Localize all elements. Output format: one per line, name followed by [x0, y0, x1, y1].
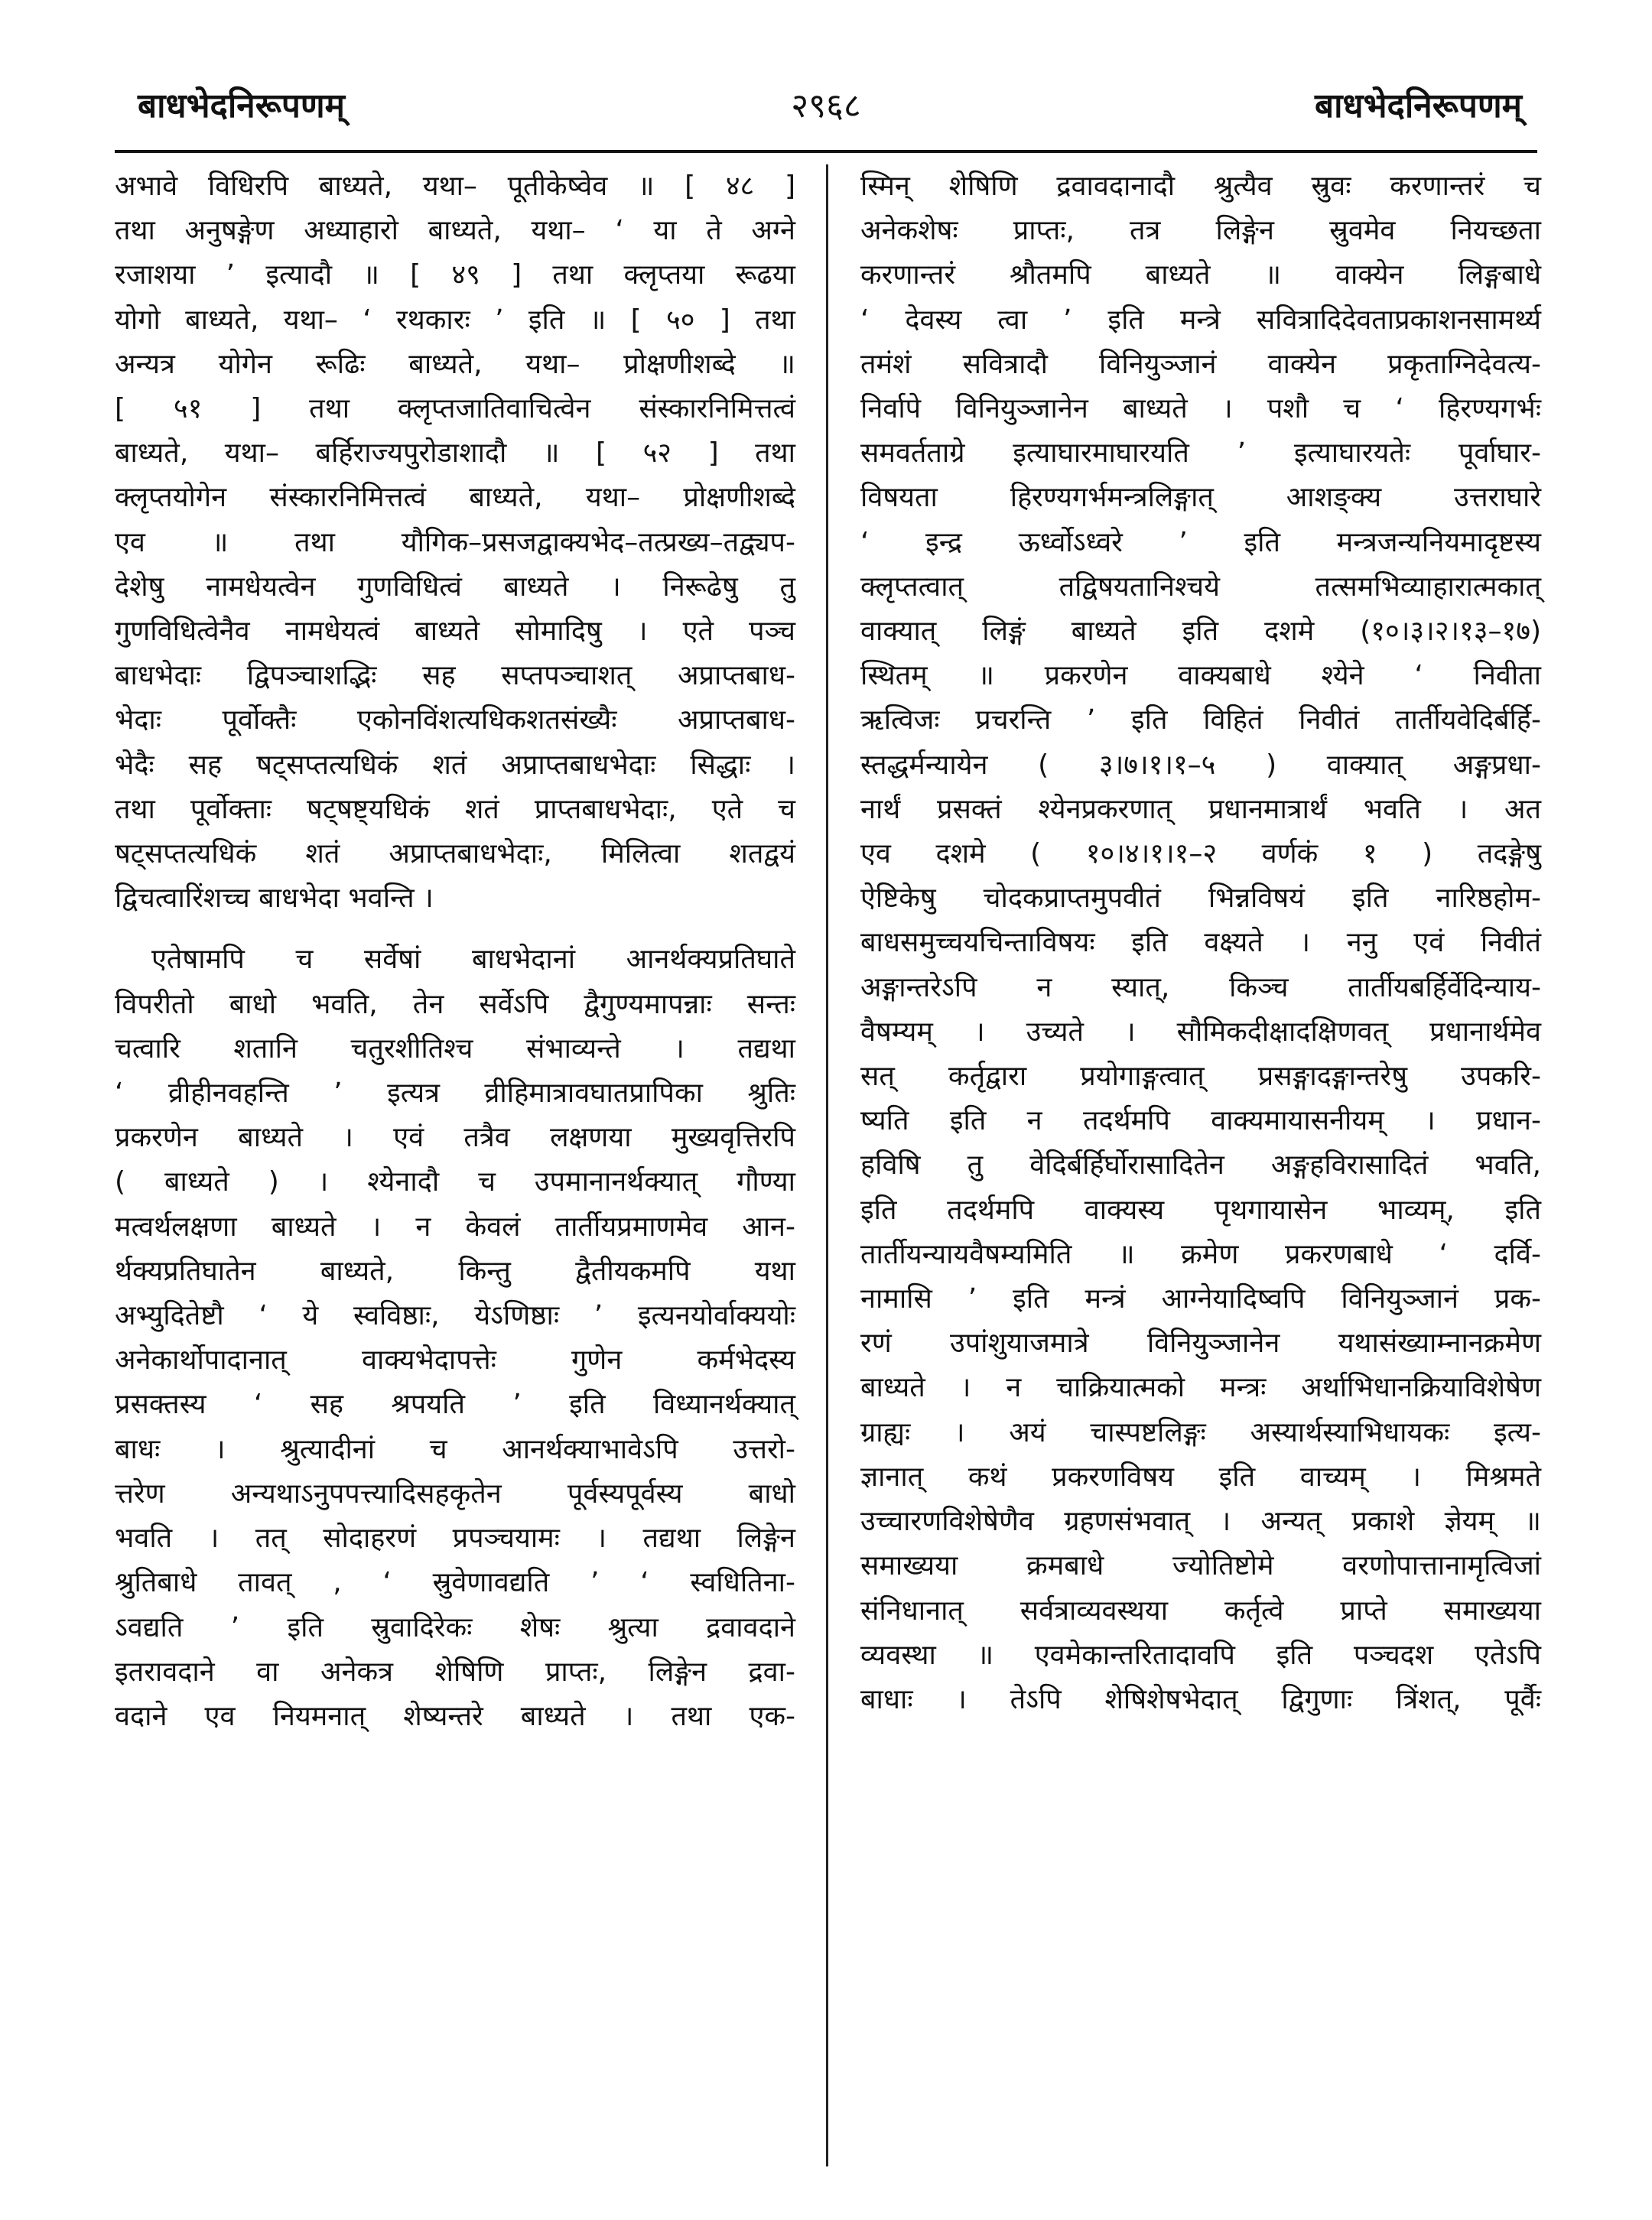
text-line: योगो बाध्यते, यथा– ‘ रथकारः ’ इति ॥ [ ५० ] तथा [115, 304, 795, 336]
text-line: भवति । तत् सोदाहरणं प्रपञ्चयामः । तद्यथा लिङ्गेन [115, 1523, 795, 1555]
text-line: षट्सप्तत्यधिकं शतं अप्राप्तबाधभेदाः, मिलित्वा शतद्वयं [115, 838, 795, 870]
text-line: बाधसमुच्चयचिन्ताविषयः इति वक्ष्यते । ननु एवं निवीतं [860, 927, 1541, 959]
text-line: समाख्यया क्रमबाधे ज्योतिष्टोमे वरणोपात्तानामृत्विजां [860, 1550, 1541, 1582]
text-line: ऋत्विजः प्रचरन्ति ’ इति विहितं निवीतं तार्तीयवेदिर्बर्हि- [860, 704, 1541, 736]
text-line: एव ॥ तथा यौगिक–प्रसजद्वाक्यभेद–तत्प्रख्य–तद्व्यप- [115, 526, 795, 558]
text-line: वैषम्यम् । उच्यते । सौमिकदीक्षादक्षिणवत् प्रधानार्थमेव [860, 1016, 1541, 1048]
text-line: तार्तीयन्यायवैषम्यमिति ॥ क्रमेण प्रकरणबाधे ‘ दर्वि- [860, 1238, 1541, 1270]
text-line: इति तदर्थमपि वाक्यस्य पृथगायासेन भाव्यम्, इति [860, 1194, 1541, 1226]
text-line: ऐष्टिकेषु चोदकप्राप्तमुपवीतं भिन्नविषयं इति नारिष्ठहोम- [860, 882, 1541, 915]
text-line: ऽवद्यति ’ इति स्रुवादिरेकः शेषः श्रुत्या द्रवावदाने [115, 1611, 795, 1643]
text-line: वाक्यात् लिङ्गं बाध्यते इति दशमे (१०।३।२।१३–१७) [860, 616, 1541, 648]
text-line: अभ्युदितेष्टौ ‘ ये स्वविष्ठाः, येऽणिष्ठाः ’ इत्यनयोर्वाक्ययोः [115, 1300, 795, 1332]
text-line: रजाशया ’ इत्यादौ ॥ [ ४९ ] तथा क्लृप्तया रूढया [115, 259, 795, 291]
text-line: अनेकार्थोपादानात् वाक्यभेदापत्तेः गुणेन कर्मभेदस्य [115, 1344, 796, 1377]
text-line: प्रसक्तस्य ‘ सह श्रपयति ’ इति विध्यानर्थक्यात् [115, 1389, 795, 1421]
text-line: रणं उपांशुयाजमात्रे विनियुञ्जानेन यथासंख्याम्नानक्रमेण [860, 1328, 1541, 1360]
text-line: स्थितम् ॥ प्रकरणेन वाक्यबाधे श्येने ‘ निवीता [860, 660, 1541, 692]
text-line: अनेकशेषः प्राप्तः, तत्र लिङ्गेन स्रुवमेव नियच्छता [860, 215, 1541, 247]
text-line: तथा अनुषङ्गेण अध्याहारो बाध्यते, यथा– ‘ या ते अग्ने [115, 215, 795, 247]
left-column [115, 164, 795, 2174]
text-line: नामासि ’ इति मन्त्रं आग्नेयादिष्वपि विनियुञ्जानं प्रक- [860, 1283, 1541, 1315]
text-line: ‘ देवस्य त्वा ’ इति मन्त्रे सवित्रादिदेवताप्रकाशनसामर्थ्य [860, 304, 1541, 336]
text-line: अन्यत्र योगेन रूढिः बाध्यते, यथा– प्रोक्षणीशब्दे ॥ [115, 348, 795, 380]
text-line: एव दशमे ( १०।४।१।१–२ वर्णकं १ ) तदङ्गेषु [860, 838, 1541, 870]
text-line: क्लृप्तत्वात् तद्विषयतानिश्चये तत्समभिव्याहारात्मकात् [860, 570, 1541, 603]
text-line: एतेषामपि च सर्वेषां बाधभेदानां आनर्थक्यप्रतिघाते [151, 944, 795, 976]
text-line: निर्वापे विनियुञ्जानेन बाध्यते । पशौ च ‘ हिरण्यगर्भः [860, 393, 1541, 425]
text-line: ज्ञानात् कथं प्रकरणविषय इति वाच्यम् । मिश्रमते [860, 1461, 1541, 1493]
text-line: त्तरेण अन्यथाऽनुपपत्त्यादिसहकृतेन पूर्वस्यपूर्वस्य बाधो [115, 1477, 795, 1510]
text-line: बाध्यते । न चाक्रियात्मको मन्त्रः अर्थाभिधानक्रियाविशेषेण [860, 1372, 1541, 1404]
text-line: भेदैः सह षट्सप्तत्यधिकं शतं अप्राप्तबाधभेदाः सिद्धाः । [115, 749, 795, 781]
text-line: ‘ व्रीहीनवहन्ति ’ इत्यत्र व्रीहिमात्रावघातप्रापिका श्रुतिः [115, 1077, 795, 1110]
text-line: अङ्गान्तरेऽपि न स्यात्, किञ्च तार्तीयबर्हिर्वेदिन्याय- [860, 971, 1541, 1003]
text-line: सत् कर्तृद्वारा प्रयोगाङ्गत्वात् प्रसङ्गादङ्गान्तरेषु उपकरि- [860, 1061, 1541, 1093]
page-header [115, 73, 1537, 142]
text-line: ष्यति इति न तदर्थमपि वाक्यमायासनीयम् । प्रधान- [860, 1105, 1541, 1137]
text-line: द्विचत्वारिंशच्च बाधभेदा भवन्ति । [115, 882, 434, 915]
text-line: भेदाः पूर्वोक्तैः एकोनविंशत्यधिकशतसंख्यैः अप्राप्तबाध- [115, 704, 795, 736]
text-line: ग्राह्यः । अयं चास्पष्टलिङ्गः अस्यार्थस्याभिधायकः इत्य- [860, 1416, 1541, 1448]
text-line: स्तद्धर्मन्यायेन ( ३।७।१।१–५ ) वाक्यात् अङ्गप्रधा- [860, 749, 1541, 781]
text-line: बाधभेदाः द्विपञ्चाशद्भिः सह सप्तपञ्चाशत् अप्राप्तबाध- [115, 660, 795, 692]
text-line: तथा पूर्वोक्ताः षट्षष्ट्यधिकं शतं प्राप्तबाधभेदाः, एते च [115, 793, 795, 825]
text-line: र्थक्यप्रतिघातेन बाध्यते, किन्तु द्वैतीयकमपि यथा [115, 1255, 795, 1287]
text-line: विषयता हिरण्यगर्भमन्त्रलिङ्गात् आशङ्क्य उत्तराघारे [860, 482, 1541, 514]
text-line: ( बाध्यते ) । श्येनादौ च उपमानानर्थक्यात् गौण्या [115, 1166, 795, 1198]
text-line: करणान्तरं श्रौतमपि बाध्यते ॥ वाक्येन लिङ्गबाधे [860, 259, 1541, 291]
header-rule [115, 150, 1537, 153]
column-divider [826, 164, 828, 2166]
text-line: क्लृप्तयोगेन संस्कारनिमित्तत्वं बाध्यते, यथा– प्रोक्षणीशब्दे [115, 482, 795, 514]
running-title-left: बाधभेदनिरूपणम् [138, 86, 345, 125]
page-number: २९६८ [791, 86, 861, 125]
text-line: संनिधानात् सर्वत्राव्यवस्थया कर्तृत्वे प्राप्ते समाख्यया [860, 1594, 1541, 1627]
right-column [860, 164, 1541, 2174]
text-line: स्मिन् शेषिणि द्रवावदानादौ श्रुत्यैव स्रुवः करणान्तरं च [860, 171, 1541, 202]
text-line: वदाने एव नियमनात् शेष्यन्तरे बाध्यते । तथा एक- [115, 1700, 795, 1732]
text-line: हविषि तु वेदिर्बर्हिर्घोरासादितेन अङ्गहविरासादितं भवति, [860, 1149, 1541, 1182]
text-line: देशेषु नामधेयत्वेन गुणविधित्वं बाध्यते । निरूढेषु तु [115, 570, 795, 603]
text-line: [ ५१ ] तथा क्लृप्तजातिवाचित्वेन संस्कारनिमित्तत्वं [115, 393, 795, 425]
text-line: उच्चारणविशेषेणैव ग्रहणसंभवात् । अन्यत् प्रकाशे ज्ञेयम् ॥ [860, 1506, 1541, 1538]
running-title-right: बाधभेदनिरूपणम् [1315, 86, 1522, 125]
text-line: अभावे विधिरपि बाध्यते, यथा– पूतीकेष्वेव ॥ [ ४८ ] [115, 171, 795, 202]
text-line: ‘ इन्द्र ऊर्ध्वोऽध्वरे ’ इति मन्त्रजन्यनियमादृष्टस्य [860, 526, 1541, 558]
text-line: बाधः । श्रुत्यादीनां च आनर्थक्याभावेऽपि उत्तरो- [115, 1433, 795, 1465]
text-line: विपरीतो बाधो भवति, तेन सर्वेऽपि द्वैगुण्यमापन्नाः सन्तः [115, 988, 795, 1020]
text-line: बाधाः । तेऽपि शेषिशेषभेदात् द्विगुणाः त्रिंशत्, पूर्वैः [860, 1683, 1541, 1715]
text-line: चत्वारि शतानि चतुरशीतिश्च संभाव्यन्ते । तद्यथा [115, 1032, 795, 1064]
text-line: इतरावदाने वा अनेकत्र शेषिणि प्राप्तः, लिङ्गेन द्रवा- [115, 1656, 795, 1688]
text-line: समवर्तताग्रे इत्याघारमाघारयति ’ इत्याघारयतेः पूर्वाघार- [860, 437, 1541, 470]
text-line: श्रुतिबाधे तावत् , ‘ स्रुवेणावद्यति ’ ‘ स्वधितिना- [115, 1567, 795, 1599]
text-line: गुणविधित्वेनैव नामधेयत्वं बाध्यते सोमादिषु । एते पञ्च [115, 616, 795, 648]
text-line: तमंशं सवित्रादौ विनियुञ्जानं वाक्येन प्रकृताग्निदेवत्य- [860, 348, 1541, 380]
text-line: व्यवस्था ॥ एवमेकान्तरितादावपि इति पञ्चदश एतेऽपि [860, 1639, 1541, 1671]
text-line: मत्वर्थलक्षणा बाध्यते । न केवलं तार्तीयप्रमाणमेव आन- [115, 1211, 795, 1243]
text-line: बाध्यते, यथा– बर्हिराज्यपुरोडाशादौ ॥ [ ५२ ] तथा [115, 437, 795, 470]
text-line: प्रकरणेन बाध्यते । एवं तत्रैव लक्षणया मुख्यवृत्तिरपि [115, 1122, 795, 1154]
text-line: नार्थं प्रसक्तं श्येनप्रकरणात् प्रधानमात्रार्थं भवति । अत [860, 793, 1541, 825]
